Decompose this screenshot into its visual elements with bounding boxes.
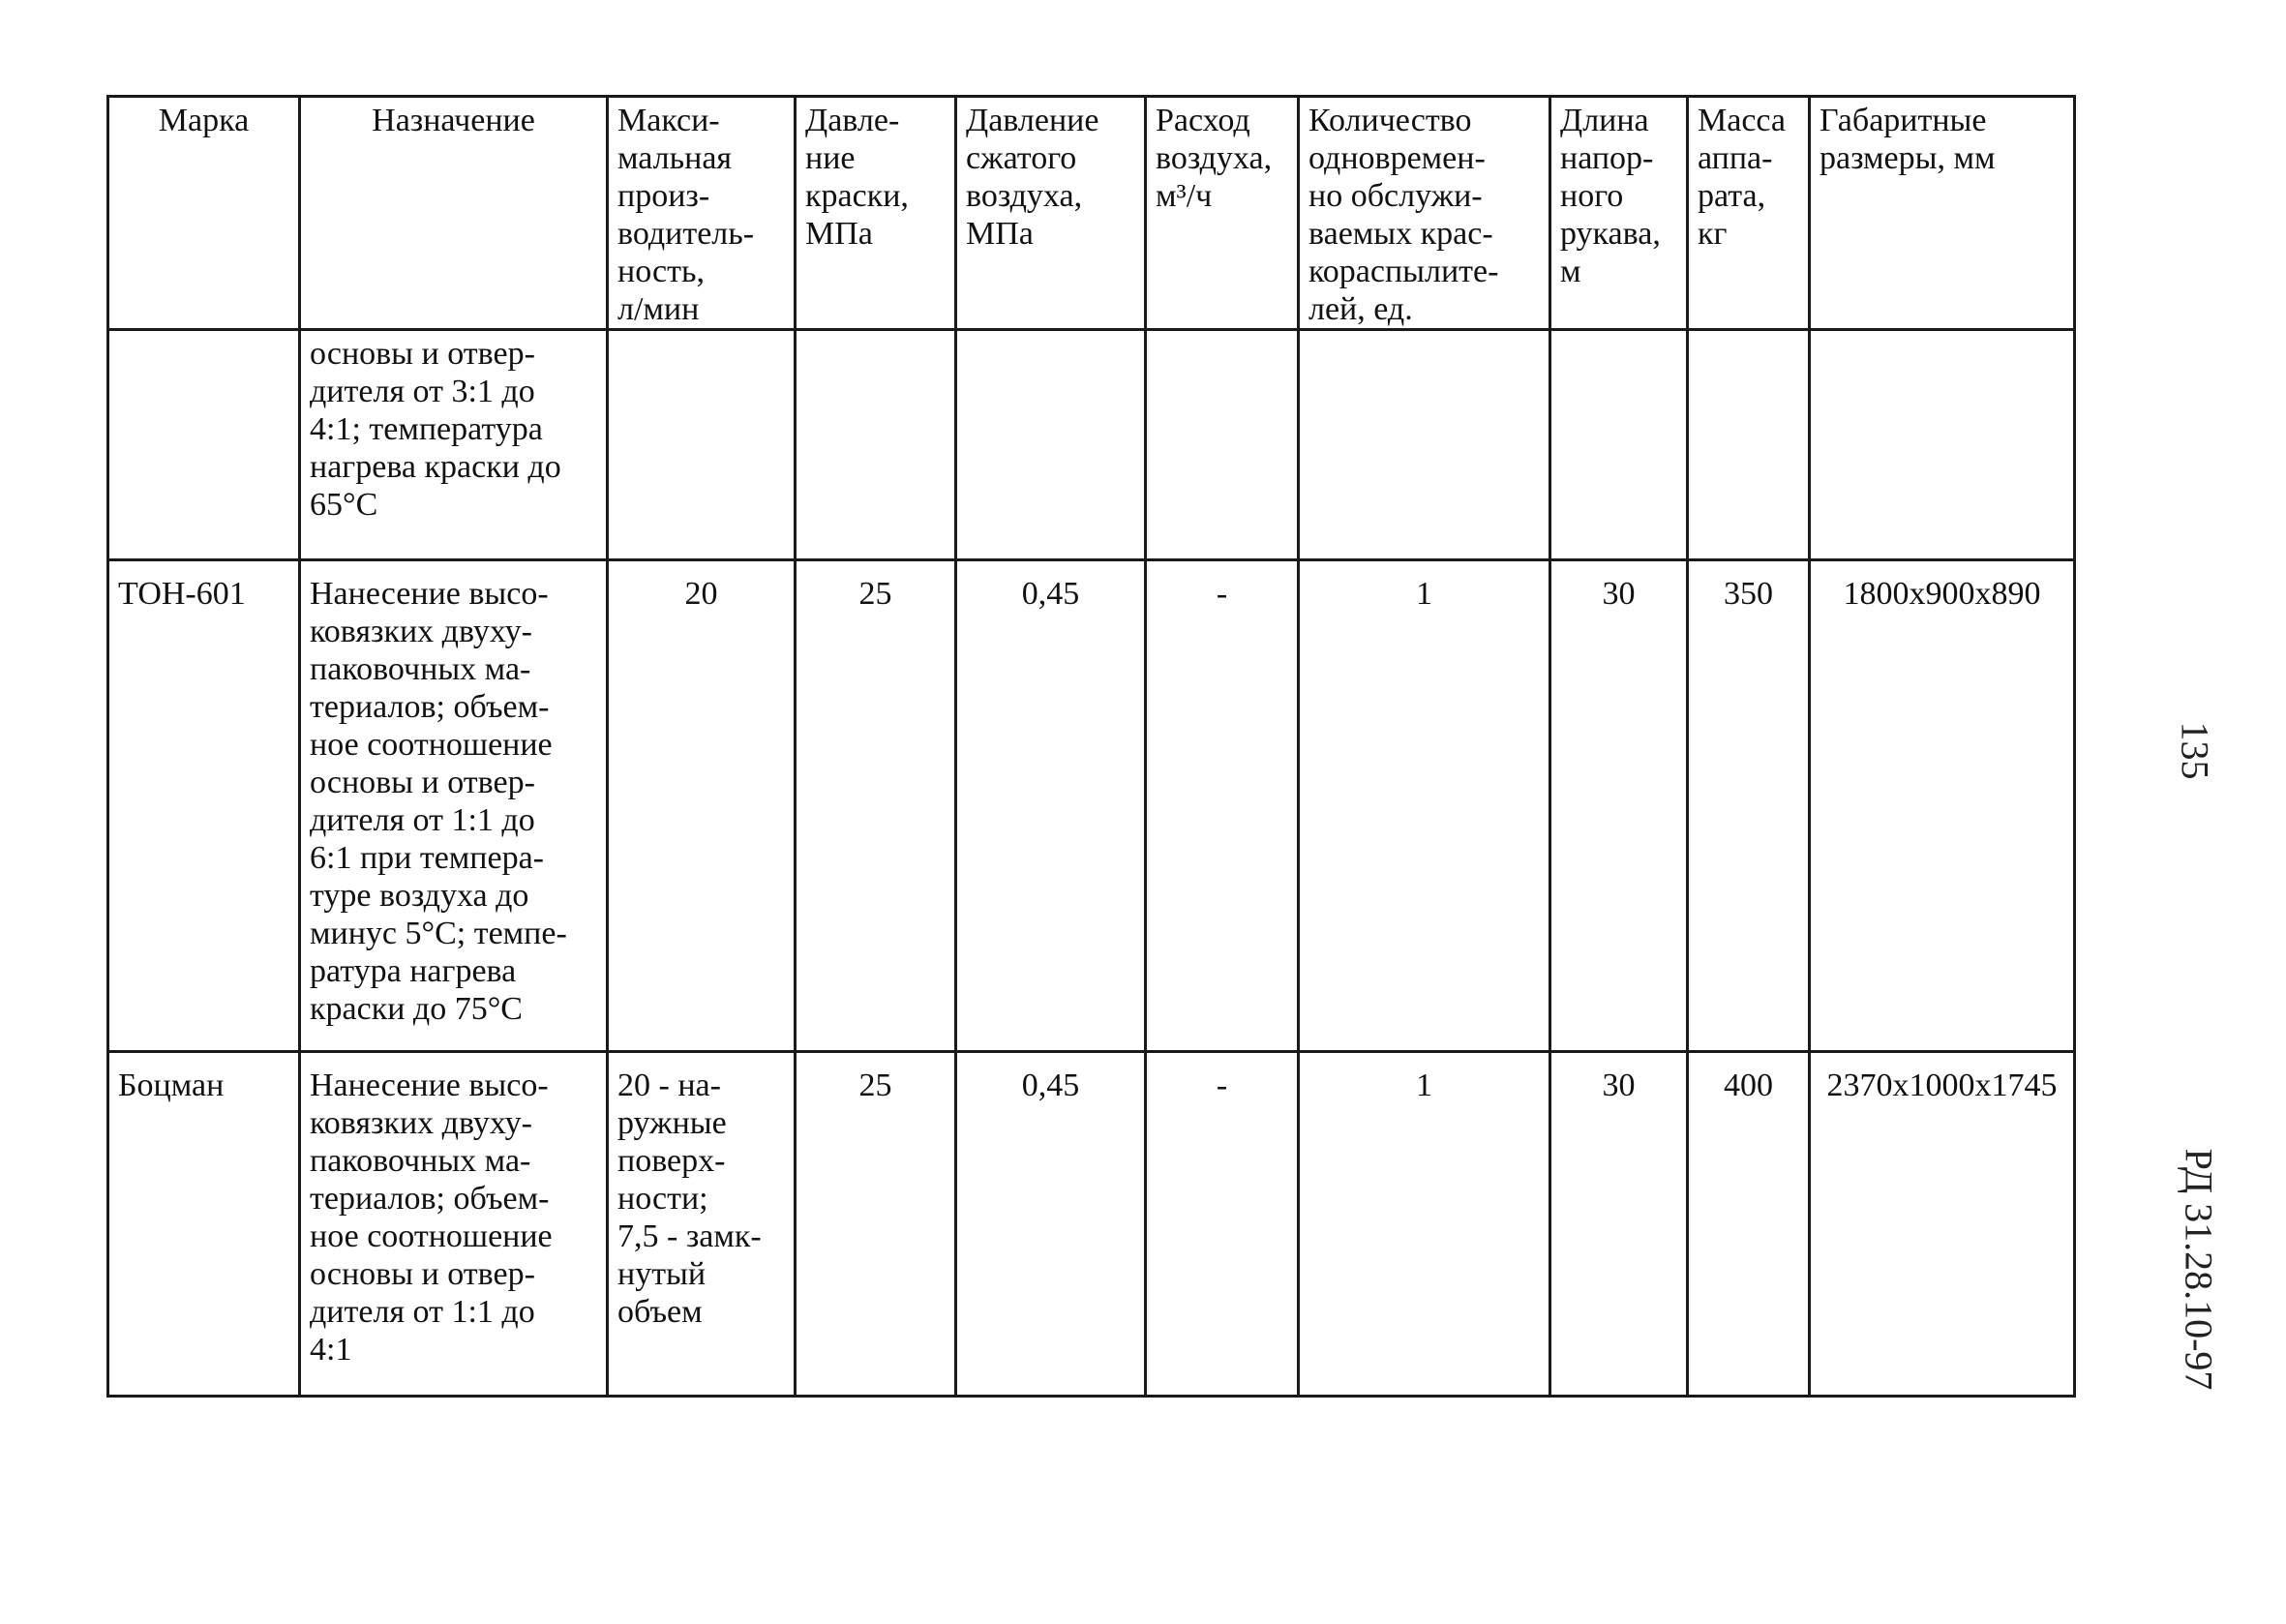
header-sprayers: Количество одновремен- но обслужи- ваемых крас- кораспылите- лей, ед.: [1299, 97, 1550, 330]
cell-paint-pressure: 25: [796, 1052, 956, 1397]
header-air-flow: Расход воздуха, м³/ч: [1146, 97, 1299, 330]
cell-dimensions: [1810, 330, 2075, 560]
header-mass: Масса аппа- рата, кг: [1688, 97, 1810, 330]
header-hose-length: Длина напор- ного рукава, м: [1550, 97, 1688, 330]
cell-mass: 350: [1688, 560, 1810, 1052]
table-header-row: [108, 97, 2075, 330]
cell-air-pressure: 0,45: [956, 1052, 1146, 1397]
cell-paint-pressure: 25: [796, 560, 956, 1052]
cell-productivity: 20 - на- ружные поверх- ности; 7,5 - замк- нутый объем: [608, 1052, 796, 1397]
cell-brand: [108, 330, 300, 560]
cell-sprayers: 1: [1299, 560, 1550, 1052]
cell-purpose: основы и отвер- дителя от 3:1 до 4:1; температура нагрева краски до 65°С: [300, 330, 608, 560]
cell-air-flow: [1146, 330, 1299, 560]
header-productivity: Макси- мальная произ- водитель- ность, л/мин: [608, 97, 796, 330]
equipment-spec-table: [106, 95, 2076, 1398]
cell-brand: Боцман: [108, 1052, 300, 1397]
cell-air-pressure: [956, 330, 1146, 560]
header-purpose: Назначение: [300, 97, 608, 330]
cell-air-flow: -: [1146, 1052, 1299, 1397]
cell-dimensions: 1800x900x890: [1810, 560, 2075, 1052]
page-number: 135: [2173, 721, 2217, 780]
header-air-pressure: Давление сжатого воздуха, МПа: [956, 97, 1146, 330]
cell-dimensions: 2370x1000x1745: [1810, 1052, 2075, 1397]
cell-brand: ТОН-601: [108, 560, 300, 1052]
document-id: РД 31.28.10-97: [2177, 1148, 2221, 1391]
header-paint-pressure: Давле- ние краски, МПа: [796, 97, 956, 330]
cell-purpose: Нанесение высо- ковязких двуху- паковочных ма- териалов; объем- ное соотношение основы и отвер- дителя от 1:1 до 4:1: [300, 1052, 608, 1397]
table-row-continuation: [108, 330, 2075, 560]
cell-productivity: [608, 330, 796, 560]
cell-sprayers: [1299, 330, 1550, 560]
header-dimensions: Габаритные размеры, мм: [1810, 97, 2075, 330]
cell-sprayers: 1: [1299, 1052, 1550, 1397]
cell-hose-length: 30: [1550, 560, 1688, 1052]
cell-mass: 400: [1688, 1052, 1810, 1397]
cell-hose-length: [1550, 330, 1688, 560]
header-brand: Марка: [108, 97, 300, 330]
cell-purpose: Нанесение высо- ковязких двуху- паковочных ма- териалов; объем- ное соотношение основы и отвер- дителя от 1:1 до 6:1 при темпера- туре воздуха до минус 5°С; темпе- ратура нагрева краски до 75°С: [300, 560, 608, 1052]
table-row: [108, 1052, 2075, 1397]
cell-paint-pressure: [796, 330, 956, 560]
cell-mass: [1688, 330, 1810, 560]
table-row: [108, 560, 2075, 1052]
cell-air-pressure: 0,45: [956, 560, 1146, 1052]
cell-hose-length: 30: [1550, 1052, 1688, 1397]
cell-productivity: 20: [608, 560, 796, 1052]
cell-air-flow: -: [1146, 560, 1299, 1052]
